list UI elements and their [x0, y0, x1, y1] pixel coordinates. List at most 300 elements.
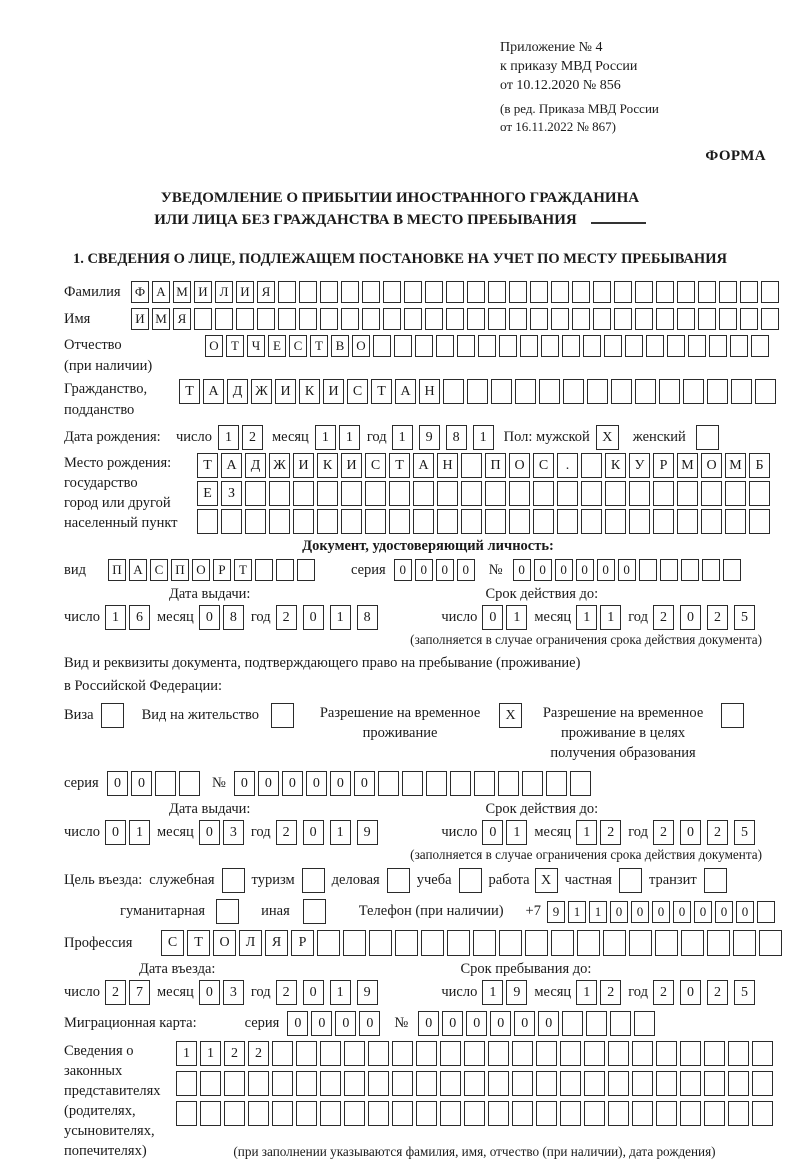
char-cell[interactable]	[515, 379, 536, 404]
char-cell[interactable]: Т	[197, 453, 218, 478]
char-cell[interactable]: 2	[105, 980, 126, 1005]
char-cell[interactable]	[728, 1041, 749, 1066]
char-cell[interactable]	[593, 308, 611, 330]
temp-residence-permit-checkbox[interactable]: X	[499, 703, 522, 728]
char-cell[interactable]: 8	[223, 605, 244, 630]
char-cell[interactable]	[488, 281, 506, 303]
char-cell[interactable]: П	[108, 559, 126, 581]
char-cell[interactable]	[320, 308, 338, 330]
char-cell[interactable]	[681, 930, 704, 956]
char-cell[interactable]	[421, 930, 444, 956]
char-cell[interactable]	[761, 308, 779, 330]
char-cell[interactable]: 1	[576, 980, 597, 1005]
char-cell[interactable]	[440, 1041, 461, 1066]
residence-permit-checkbox[interactable]	[271, 703, 294, 728]
char-cell[interactable]	[740, 281, 758, 303]
char-cell[interactable]	[369, 930, 392, 956]
char-cell[interactable]	[740, 308, 758, 330]
char-cell[interactable]: В	[331, 335, 349, 357]
char-cell[interactable]	[446, 308, 464, 330]
char-cell[interactable]	[611, 379, 632, 404]
char-cell[interactable]	[320, 1071, 341, 1096]
char-cell[interactable]: 0	[131, 771, 152, 796]
char-cell[interactable]	[509, 509, 530, 534]
char-cell[interactable]	[520, 335, 538, 357]
char-cell[interactable]: 0	[107, 771, 128, 796]
char-cell[interactable]: 1	[330, 980, 351, 1005]
char-cell[interactable]	[278, 281, 296, 303]
char-cell[interactable]: О	[352, 335, 370, 357]
char-cell[interactable]	[632, 1101, 653, 1126]
char-cell[interactable]: О	[213, 930, 236, 956]
char-cell[interactable]: 2	[276, 820, 297, 845]
char-cell[interactable]: 0	[282, 771, 303, 796]
char-cell[interactable]: 0	[303, 820, 324, 845]
char-cell[interactable]: П	[171, 559, 189, 581]
char-cell[interactable]	[560, 1101, 581, 1126]
char-cell[interactable]: 0	[555, 559, 573, 581]
char-cell[interactable]	[392, 1041, 413, 1066]
char-cell[interactable]	[539, 379, 560, 404]
char-cell[interactable]: .	[557, 453, 578, 478]
char-cell[interactable]: 0	[199, 605, 220, 630]
char-cell[interactable]: Т	[187, 930, 210, 956]
char-cell[interactable]: 1	[568, 901, 586, 923]
char-cell[interactable]: О	[205, 335, 223, 357]
char-cell[interactable]: 0	[680, 820, 701, 845]
char-cell[interactable]: 0	[631, 901, 649, 923]
char-cell[interactable]	[701, 509, 722, 534]
char-cell[interactable]	[512, 1041, 533, 1066]
char-cell[interactable]	[389, 481, 410, 506]
char-cell[interactable]: 0	[436, 559, 454, 581]
char-cell[interactable]	[416, 1041, 437, 1066]
char-cell[interactable]: Т	[310, 335, 328, 357]
char-cell[interactable]: 1	[576, 605, 597, 630]
char-cell[interactable]	[562, 335, 580, 357]
char-cell[interactable]: И	[341, 453, 362, 478]
char-cell[interactable]: 2	[653, 605, 674, 630]
char-cell[interactable]	[635, 308, 653, 330]
char-cell[interactable]	[707, 379, 728, 404]
char-cell[interactable]: И	[131, 308, 149, 330]
char-cell[interactable]	[341, 308, 359, 330]
char-cell[interactable]	[257, 308, 275, 330]
char-cell[interactable]: С	[289, 335, 307, 357]
char-cell[interactable]	[688, 335, 706, 357]
char-cell[interactable]: 9	[357, 820, 378, 845]
char-cell[interactable]	[248, 1071, 269, 1096]
char-cell[interactable]	[659, 379, 680, 404]
char-cell[interactable]	[440, 1101, 461, 1126]
char-cell[interactable]: 0	[199, 820, 220, 845]
char-cell[interactable]	[581, 481, 602, 506]
char-cell[interactable]	[629, 930, 652, 956]
char-cell[interactable]: Р	[291, 930, 314, 956]
char-cell[interactable]: 0	[234, 771, 255, 796]
char-cell[interactable]	[660, 559, 678, 581]
char-cell[interactable]: М	[677, 453, 698, 478]
char-cell[interactable]	[751, 335, 769, 357]
char-cell[interactable]: 0	[330, 771, 351, 796]
char-cell[interactable]: 9	[506, 980, 527, 1005]
char-cell[interactable]: Я	[257, 281, 275, 303]
char-cell[interactable]	[179, 771, 200, 796]
char-cell[interactable]: С	[347, 379, 368, 404]
char-cell[interactable]	[450, 771, 471, 796]
char-cell[interactable]	[584, 1071, 605, 1096]
char-cell[interactable]: А	[413, 453, 434, 478]
char-cell[interactable]	[440, 1071, 461, 1096]
char-cell[interactable]: 0	[576, 559, 594, 581]
char-cell[interactable]: Т	[234, 559, 252, 581]
char-cell[interactable]: 1	[176, 1041, 197, 1066]
char-cell[interactable]	[200, 1071, 221, 1096]
char-cell[interactable]	[467, 308, 485, 330]
char-cell[interactable]	[488, 1071, 509, 1096]
char-cell[interactable]	[698, 308, 716, 330]
char-cell[interactable]	[317, 481, 338, 506]
char-cell[interactable]	[464, 1071, 485, 1096]
char-cell[interactable]	[224, 1071, 245, 1096]
char-cell[interactable]	[447, 930, 470, 956]
char-cell[interactable]	[341, 509, 362, 534]
char-cell[interactable]	[704, 1071, 725, 1096]
char-cell[interactable]	[344, 1071, 365, 1096]
edu-residence-permit-checkbox[interactable]	[721, 703, 744, 728]
char-cell[interactable]	[728, 1101, 749, 1126]
char-cell[interactable]	[629, 481, 650, 506]
char-cell[interactable]	[512, 1071, 533, 1096]
char-cell[interactable]: 1	[315, 425, 336, 450]
char-cell[interactable]	[464, 1101, 485, 1126]
char-cell[interactable]	[557, 481, 578, 506]
char-cell[interactable]	[749, 481, 770, 506]
char-cell[interactable]	[560, 1041, 581, 1066]
char-cell[interactable]	[536, 1101, 557, 1126]
char-cell[interactable]: 0	[514, 1011, 535, 1036]
char-cell[interactable]: 0	[311, 1011, 332, 1036]
char-cell[interactable]: П	[485, 453, 506, 478]
char-cell[interactable]	[683, 379, 704, 404]
char-cell[interactable]: Б	[749, 453, 770, 478]
char-cell[interactable]: 0	[610, 901, 628, 923]
char-cell[interactable]	[478, 335, 496, 357]
char-cell[interactable]	[200, 1101, 221, 1126]
char-cell[interactable]: 5	[734, 605, 755, 630]
char-cell[interactable]	[646, 335, 664, 357]
char-cell[interactable]	[365, 509, 386, 534]
char-cell[interactable]: Н	[437, 453, 458, 478]
char-cell[interactable]	[272, 1041, 293, 1066]
char-cell[interactable]: 0	[715, 901, 733, 923]
female-checkbox[interactable]	[696, 425, 719, 450]
char-cell[interactable]: 0	[538, 1011, 559, 1036]
char-cell[interactable]: 0	[394, 559, 412, 581]
purpose-business-checkbox[interactable]	[387, 868, 410, 893]
char-cell[interactable]: Я	[173, 308, 191, 330]
char-cell[interactable]	[680, 1101, 701, 1126]
char-cell[interactable]: 2	[242, 425, 263, 450]
char-cell[interactable]	[677, 481, 698, 506]
char-cell[interactable]	[224, 1101, 245, 1126]
char-cell[interactable]: С	[161, 930, 184, 956]
char-cell[interactable]	[551, 281, 569, 303]
char-cell[interactable]	[245, 509, 266, 534]
char-cell[interactable]: 2	[276, 605, 297, 630]
char-cell[interactable]	[269, 509, 290, 534]
char-cell[interactable]	[436, 335, 454, 357]
purpose-work-checkbox[interactable]: X	[535, 868, 558, 893]
purpose-study-checkbox[interactable]	[459, 868, 482, 893]
char-cell[interactable]	[362, 308, 380, 330]
char-cell[interactable]	[404, 308, 422, 330]
char-cell[interactable]	[755, 379, 776, 404]
char-cell[interactable]	[680, 1071, 701, 1096]
char-cell[interactable]	[272, 1101, 293, 1126]
char-cell[interactable]	[719, 281, 737, 303]
char-cell[interactable]	[728, 1071, 749, 1096]
char-cell[interactable]	[557, 509, 578, 534]
char-cell[interactable]: 0	[415, 559, 433, 581]
char-cell[interactable]	[416, 1101, 437, 1126]
char-cell[interactable]	[194, 308, 212, 330]
char-cell[interactable]	[560, 1071, 581, 1096]
char-cell[interactable]	[608, 1071, 629, 1096]
char-cell[interactable]: 0	[354, 771, 375, 796]
char-cell[interactable]	[725, 509, 746, 534]
char-cell[interactable]	[680, 1041, 701, 1066]
char-cell[interactable]	[752, 1041, 773, 1066]
char-cell[interactable]	[604, 335, 622, 357]
char-cell[interactable]	[491, 379, 512, 404]
char-cell[interactable]: 0	[303, 605, 324, 630]
char-cell[interactable]	[749, 509, 770, 534]
char-cell[interactable]: К	[299, 379, 320, 404]
char-cell[interactable]: 0	[482, 605, 503, 630]
char-cell[interactable]	[551, 308, 569, 330]
char-cell[interactable]: С	[533, 453, 554, 478]
purpose-transit-checkbox[interactable]	[704, 868, 727, 893]
char-cell[interactable]	[761, 281, 779, 303]
char-cell[interactable]	[425, 281, 443, 303]
char-cell[interactable]	[461, 509, 482, 534]
char-cell[interactable]	[296, 1071, 317, 1096]
char-cell[interactable]	[757, 901, 775, 923]
char-cell[interactable]: Ж	[269, 453, 290, 478]
char-cell[interactable]: Р	[653, 453, 674, 478]
char-cell[interactable]: 0	[597, 559, 615, 581]
char-cell[interactable]: 9	[547, 901, 565, 923]
male-checkbox[interactable]: X	[596, 425, 619, 450]
char-cell[interactable]	[499, 335, 517, 357]
char-cell[interactable]: 0	[442, 1011, 463, 1036]
char-cell[interactable]	[413, 481, 434, 506]
char-cell[interactable]: Д	[227, 379, 248, 404]
char-cell[interactable]	[215, 308, 233, 330]
char-cell[interactable]: Т	[226, 335, 244, 357]
char-cell[interactable]	[509, 308, 527, 330]
char-cell[interactable]: 1	[576, 820, 597, 845]
char-cell[interactable]	[425, 308, 443, 330]
char-cell[interactable]	[392, 1101, 413, 1126]
char-cell[interactable]	[461, 453, 482, 478]
purpose-other-checkbox[interactable]	[303, 899, 326, 924]
char-cell[interactable]	[530, 308, 548, 330]
char-cell[interactable]: А	[129, 559, 147, 581]
visa-checkbox[interactable]	[101, 703, 124, 728]
char-cell[interactable]	[443, 379, 464, 404]
char-cell[interactable]	[581, 509, 602, 534]
char-cell[interactable]	[498, 771, 519, 796]
char-cell[interactable]: 1	[506, 605, 527, 630]
char-cell[interactable]	[488, 1101, 509, 1126]
char-cell[interactable]	[297, 559, 315, 581]
char-cell[interactable]	[625, 335, 643, 357]
char-cell[interactable]	[723, 559, 741, 581]
char-cell[interactable]	[608, 1101, 629, 1126]
char-cell[interactable]	[362, 281, 380, 303]
char-cell[interactable]: 0	[303, 980, 324, 1005]
char-cell[interactable]: 1	[392, 425, 413, 450]
char-cell[interactable]: 0	[618, 559, 636, 581]
char-cell[interactable]: Л	[239, 930, 262, 956]
char-cell[interactable]	[605, 509, 626, 534]
char-cell[interactable]: Р	[213, 559, 231, 581]
char-cell[interactable]	[572, 281, 590, 303]
char-cell[interactable]	[509, 281, 527, 303]
char-cell[interactable]: И	[293, 453, 314, 478]
char-cell[interactable]	[446, 281, 464, 303]
purpose-tourism-checkbox[interactable]	[302, 868, 325, 893]
char-cell[interactable]: 1	[129, 820, 150, 845]
char-cell[interactable]	[341, 481, 362, 506]
char-cell[interactable]	[677, 308, 695, 330]
char-cell[interactable]: 0	[335, 1011, 356, 1036]
char-cell[interactable]: 8	[357, 605, 378, 630]
char-cell[interactable]	[373, 335, 391, 357]
char-cell[interactable]	[635, 281, 653, 303]
char-cell[interactable]	[632, 1041, 653, 1066]
char-cell[interactable]	[603, 930, 626, 956]
char-cell[interactable]	[593, 281, 611, 303]
char-cell[interactable]: А	[221, 453, 242, 478]
char-cell[interactable]	[702, 559, 720, 581]
char-cell[interactable]	[467, 281, 485, 303]
char-cell[interactable]: И	[275, 379, 296, 404]
char-cell[interactable]	[320, 1101, 341, 1126]
char-cell[interactable]	[584, 1041, 605, 1066]
char-cell[interactable]	[677, 281, 695, 303]
char-cell[interactable]	[701, 481, 722, 506]
char-cell[interactable]: 0	[359, 1011, 380, 1036]
char-cell[interactable]	[698, 281, 716, 303]
char-cell[interactable]	[296, 1041, 317, 1066]
char-cell[interactable]: 1	[339, 425, 360, 450]
char-cell[interactable]	[656, 281, 674, 303]
char-cell[interactable]	[639, 559, 657, 581]
char-cell[interactable]: А	[203, 379, 224, 404]
char-cell[interactable]: 1	[589, 901, 607, 923]
char-cell[interactable]	[656, 1041, 677, 1066]
char-cell[interactable]	[733, 930, 756, 956]
char-cell[interactable]: И	[323, 379, 344, 404]
char-cell[interactable]	[667, 335, 685, 357]
char-cell[interactable]: Е	[197, 481, 218, 506]
char-cell[interactable]	[368, 1071, 389, 1096]
char-cell[interactable]	[584, 1101, 605, 1126]
char-cell[interactable]: 2	[707, 605, 728, 630]
char-cell[interactable]	[320, 281, 338, 303]
char-cell[interactable]: 0	[680, 605, 701, 630]
char-cell[interactable]	[653, 481, 674, 506]
char-cell[interactable]: Т	[179, 379, 200, 404]
char-cell[interactable]	[681, 559, 699, 581]
char-cell[interactable]	[485, 481, 506, 506]
char-cell[interactable]: Д	[245, 453, 266, 478]
char-cell[interactable]: 2	[653, 980, 674, 1005]
char-cell[interactable]: Т	[389, 453, 410, 478]
char-cell[interactable]	[221, 509, 242, 534]
char-cell[interactable]	[394, 335, 412, 357]
char-cell[interactable]	[296, 1101, 317, 1126]
char-cell[interactable]: К	[605, 453, 626, 478]
char-cell[interactable]	[368, 1041, 389, 1066]
char-cell[interactable]	[704, 1101, 725, 1126]
char-cell[interactable]	[614, 308, 632, 330]
char-cell[interactable]	[704, 1041, 725, 1066]
char-cell[interactable]	[320, 1041, 341, 1066]
char-cell[interactable]: 7	[129, 980, 150, 1005]
char-cell[interactable]: И	[236, 281, 254, 303]
char-cell[interactable]: 0	[287, 1011, 308, 1036]
char-cell[interactable]: М	[173, 281, 191, 303]
char-cell[interactable]	[731, 379, 752, 404]
char-cell[interactable]: Л	[215, 281, 233, 303]
char-cell[interactable]	[572, 308, 590, 330]
char-cell[interactable]: 0	[694, 901, 712, 923]
char-cell[interactable]: 1	[482, 980, 503, 1005]
char-cell[interactable]	[344, 1041, 365, 1066]
char-cell[interactable]	[512, 1101, 533, 1126]
char-cell[interactable]: 1	[473, 425, 494, 450]
char-cell[interactable]: Ф	[131, 281, 149, 303]
char-cell[interactable]	[752, 1101, 773, 1126]
char-cell[interactable]: Я	[265, 930, 288, 956]
char-cell[interactable]: 1	[105, 605, 126, 630]
char-cell[interactable]	[536, 1041, 557, 1066]
char-cell[interactable]	[467, 379, 488, 404]
char-cell[interactable]: 1	[330, 605, 351, 630]
char-cell[interactable]: И	[194, 281, 212, 303]
char-cell[interactable]: 0	[418, 1011, 439, 1036]
char-cell[interactable]: 5	[734, 820, 755, 845]
char-cell[interactable]	[155, 771, 176, 796]
char-cell[interactable]: 5	[734, 980, 755, 1005]
char-cell[interactable]	[536, 1071, 557, 1096]
char-cell[interactable]: 9	[357, 980, 378, 1005]
char-cell[interactable]	[587, 379, 608, 404]
char-cell[interactable]	[719, 308, 737, 330]
char-cell[interactable]	[525, 930, 548, 956]
purpose-private-checkbox[interactable]	[619, 868, 642, 893]
char-cell[interactable]: 6	[129, 605, 150, 630]
char-cell[interactable]	[383, 281, 401, 303]
char-cell[interactable]	[197, 509, 218, 534]
char-cell[interactable]	[759, 930, 782, 956]
char-cell[interactable]	[485, 509, 506, 534]
char-cell[interactable]	[499, 930, 522, 956]
